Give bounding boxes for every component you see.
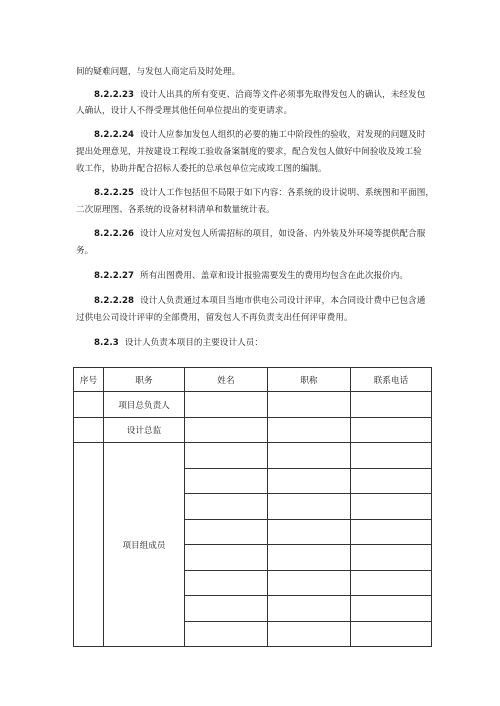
- cell-phone[interactable]: [351, 545, 432, 570]
- cell-phone[interactable]: [351, 417, 432, 442]
- clause-8-2-2-26: [94, 228, 425, 240]
- cell-name[interactable]: [185, 468, 268, 493]
- cell-role: 设计总监: [104, 417, 185, 442]
- clause-8-2-2-24-line-3: [76, 163, 327, 175]
- table-header-row: [74, 368, 432, 392]
- clause-number: 8.2.2.25: [94, 188, 135, 198]
- cell-title[interactable]: [268, 468, 351, 493]
- paragraph-line: 设计人负责通过本项目当地市供电公司设计评审，本合同设计费中已包含通: [140, 296, 426, 306]
- clause-8-2-2-28: [94, 295, 425, 307]
- cell-title[interactable]: [268, 570, 351, 595]
- cell-role: 项目总负责人: [104, 392, 185, 417]
- paragraph-line: 收工作，协助并配合招标人委托的总承包单位完成竣工图的编制。: [76, 164, 327, 174]
- cell-title[interactable]: [268, 392, 351, 417]
- paragraph-line: 间的疑难问题，与发包人商定后及时处理。: [76, 67, 241, 77]
- paragraph-line: 人确认，设计人不得受理其他任何单位提出的变更请求。: [76, 106, 293, 116]
- cell-name[interactable]: [185, 519, 268, 544]
- table-row: [74, 443, 432, 468]
- paragraph-line: 设计人负责本项目的主要设计人员：: [124, 338, 264, 348]
- paragraph-line: 设计人出具的所有变更、洽商等文件必须事先取得发包人的确认，未经发包: [140, 90, 426, 100]
- clause-8-2-2-24: [94, 129, 425, 141]
- clause-8-2-2-28-line-2: [76, 312, 353, 324]
- clause-8-2-2-23-line-2: [76, 105, 292, 117]
- cell-index[interactable]: [74, 392, 104, 417]
- clause-number: 8.2.2.28: [94, 296, 135, 306]
- cell-name[interactable]: [185, 545, 268, 570]
- cell-index[interactable]: [74, 443, 104, 647]
- paragraph-line: 设计人应对发包人所需招标的项目，如设备、内外装及外环境等提供配合服: [140, 229, 426, 239]
- paragraph-line: 务。: [76, 246, 94, 256]
- cell-phone[interactable]: [351, 392, 432, 417]
- header-name: 姓名: [185, 368, 268, 392]
- cell-title[interactable]: [268, 494, 351, 519]
- cell-index[interactable]: [74, 417, 104, 442]
- cell-name[interactable]: [185, 443, 268, 468]
- cell-phone[interactable]: [351, 494, 432, 519]
- cell-phone[interactable]: [351, 468, 432, 493]
- clause-8-2-2-24-line-2: [76, 146, 422, 158]
- cell-phone[interactable]: [351, 596, 432, 621]
- cell-role-group: 项目组成员: [104, 443, 185, 647]
- clause-8-2-2-25-line-2: [76, 204, 275, 216]
- clause-8-2-2-27: [94, 270, 408, 282]
- cell-name[interactable]: [185, 494, 268, 519]
- header-role: 职务: [104, 368, 185, 392]
- clause-number: 8.2.2.26: [94, 229, 135, 239]
- paragraph-line: 设计人工作包括但不局限于如下内容：各系统的设计说明、系统图和平面图，: [140, 188, 434, 198]
- header-phone: 联系电话: [351, 368, 432, 392]
- header-index: 序号: [74, 368, 104, 392]
- cell-phone[interactable]: [351, 443, 432, 468]
- cell-phone[interactable]: [351, 519, 432, 544]
- design-staff-table: [73, 367, 432, 647]
- cell-title[interactable]: [268, 417, 351, 442]
- paragraph-line: 二次原理图、各系统的设备材料清单和数量统计表。: [76, 205, 275, 215]
- cell-phone[interactable]: [351, 621, 432, 646]
- clause-number: 8.2.2.24: [94, 130, 135, 140]
- paragraph-line: 过供电公司设计评审的全部费用，留发包人不再负责支出任何评审费用。: [76, 313, 353, 323]
- clause-number: 8.2.3: [94, 338, 119, 348]
- clause-number: 8.2.2.27: [94, 271, 135, 281]
- paragraph-line: 提出处理意见，并按建设工程竣工验收备案制度的要求，配合发包人做好中间验收及竣工验: [76, 147, 422, 157]
- cell-title[interactable]: [268, 519, 351, 544]
- clause-8-2-3: [94, 337, 263, 349]
- cell-name[interactable]: [185, 596, 268, 621]
- header-title: 职称: [268, 368, 351, 392]
- cell-title[interactable]: [268, 443, 351, 468]
- paragraph-line: 所有出图费用、盖章和设计报验需要发生的费用均包含在此次报价内。: [140, 271, 409, 281]
- cell-name[interactable]: [185, 621, 268, 646]
- paragraph-line: 设计人应参加发包人组织的必要的施工中阶段性的验收，对发现的问题及时: [140, 130, 426, 140]
- cell-phone[interactable]: [351, 570, 432, 595]
- cell-title[interactable]: [268, 621, 351, 646]
- cell-title[interactable]: [268, 596, 351, 621]
- cell-title[interactable]: [268, 545, 351, 570]
- table-row: [74, 392, 432, 417]
- clause-8-2-2-25: [94, 187, 434, 199]
- cell-name[interactable]: [185, 417, 268, 442]
- cell-name[interactable]: [185, 392, 268, 417]
- paragraph-continuation: [76, 66, 240, 78]
- clause-8-2-2-23: [94, 89, 425, 101]
- table-row: [74, 417, 432, 442]
- cell-name[interactable]: [185, 570, 268, 595]
- clause-8-2-2-26-line-2: [76, 245, 93, 257]
- clause-number: 8.2.2.23: [94, 90, 135, 100]
